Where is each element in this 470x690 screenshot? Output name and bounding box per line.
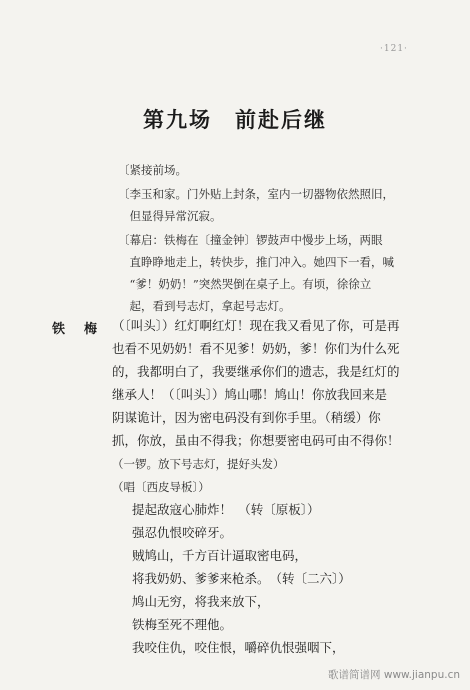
dialogue-line: 的，我都明白了，我要继承你们的遗志，我是红灯的 (112, 364, 400, 379)
stage-direction-line: （一锣。放下号志灯，提好头发） (112, 457, 285, 471)
stage-direction-line: 〔紧接前场。 (118, 163, 187, 177)
speaker-name: 铁 梅 (52, 322, 101, 337)
lyric-line: 贼鸠山，千方百计逼取密电码， (132, 548, 308, 563)
stage-direction-line: 直睁睁地走上，转快步，推门冲入。她四下一看，喊 (118, 255, 394, 269)
lyric-line: 将我奶奶、爹爹来枪杀。 （转〔二六〕） (132, 571, 351, 586)
lyric-line: 铁梅至死不理他。 (132, 617, 233, 632)
lyric-line: 提起敌寇心肺炸！ （转〔原板〕） (132, 502, 320, 517)
scene-title: 第九场 前赴后继 (143, 107, 327, 132)
dialogue-line: 继承人！（〔叫头〕）鸠山哪！鸠山！你放我回来是 (112, 387, 388, 402)
stage-direction-line: “爹！奶奶！”突然哭倒在桌子上。有顷，徐徐立 (118, 277, 372, 291)
lyric-line: 鸠山无穷，将我来放下， (132, 594, 270, 609)
stage-direction-line: 但显得异常沉寂。 (118, 209, 222, 223)
stage-direction-line: 〔幕启：铁梅在〔撞金钟〕锣鼓声中慢步上场，两眼 (118, 233, 383, 247)
dialogue-line: 阴谋诡计，因为密电码没有到你手里。（稍缓）你 (112, 410, 381, 425)
page-number: ·121· (380, 44, 408, 54)
stage-direction-line: 〔李玉和家。门外贴上封条，室内一切器物依然照旧， (118, 187, 394, 201)
lyric-line: 我咬住仇，咬住恨，嚼碎仇恨强咽下， (132, 640, 345, 655)
dialogue-line: （〔叫头〕）红灯啊红灯！现在我又看见了你，可是再 (112, 318, 400, 333)
watermark-footer: 歌谱简谱网 www.jianpu.cn (328, 669, 460, 681)
lyric-line: 强忍仇恨咬碎牙。 (132, 525, 233, 540)
dialogue-line: 也看不见奶奶！看不见爹！奶奶，爹！你们为什么死 (112, 341, 400, 356)
stage-direction-line: （唱〔西皮导板〕） (112, 480, 210, 494)
stage-direction-line: 起，看到号志灯，拿起号志灯。 (118, 299, 291, 313)
dialogue-line: 抓，你放，虽由不得我；你想要密电码可由不得你！ (112, 433, 400, 448)
